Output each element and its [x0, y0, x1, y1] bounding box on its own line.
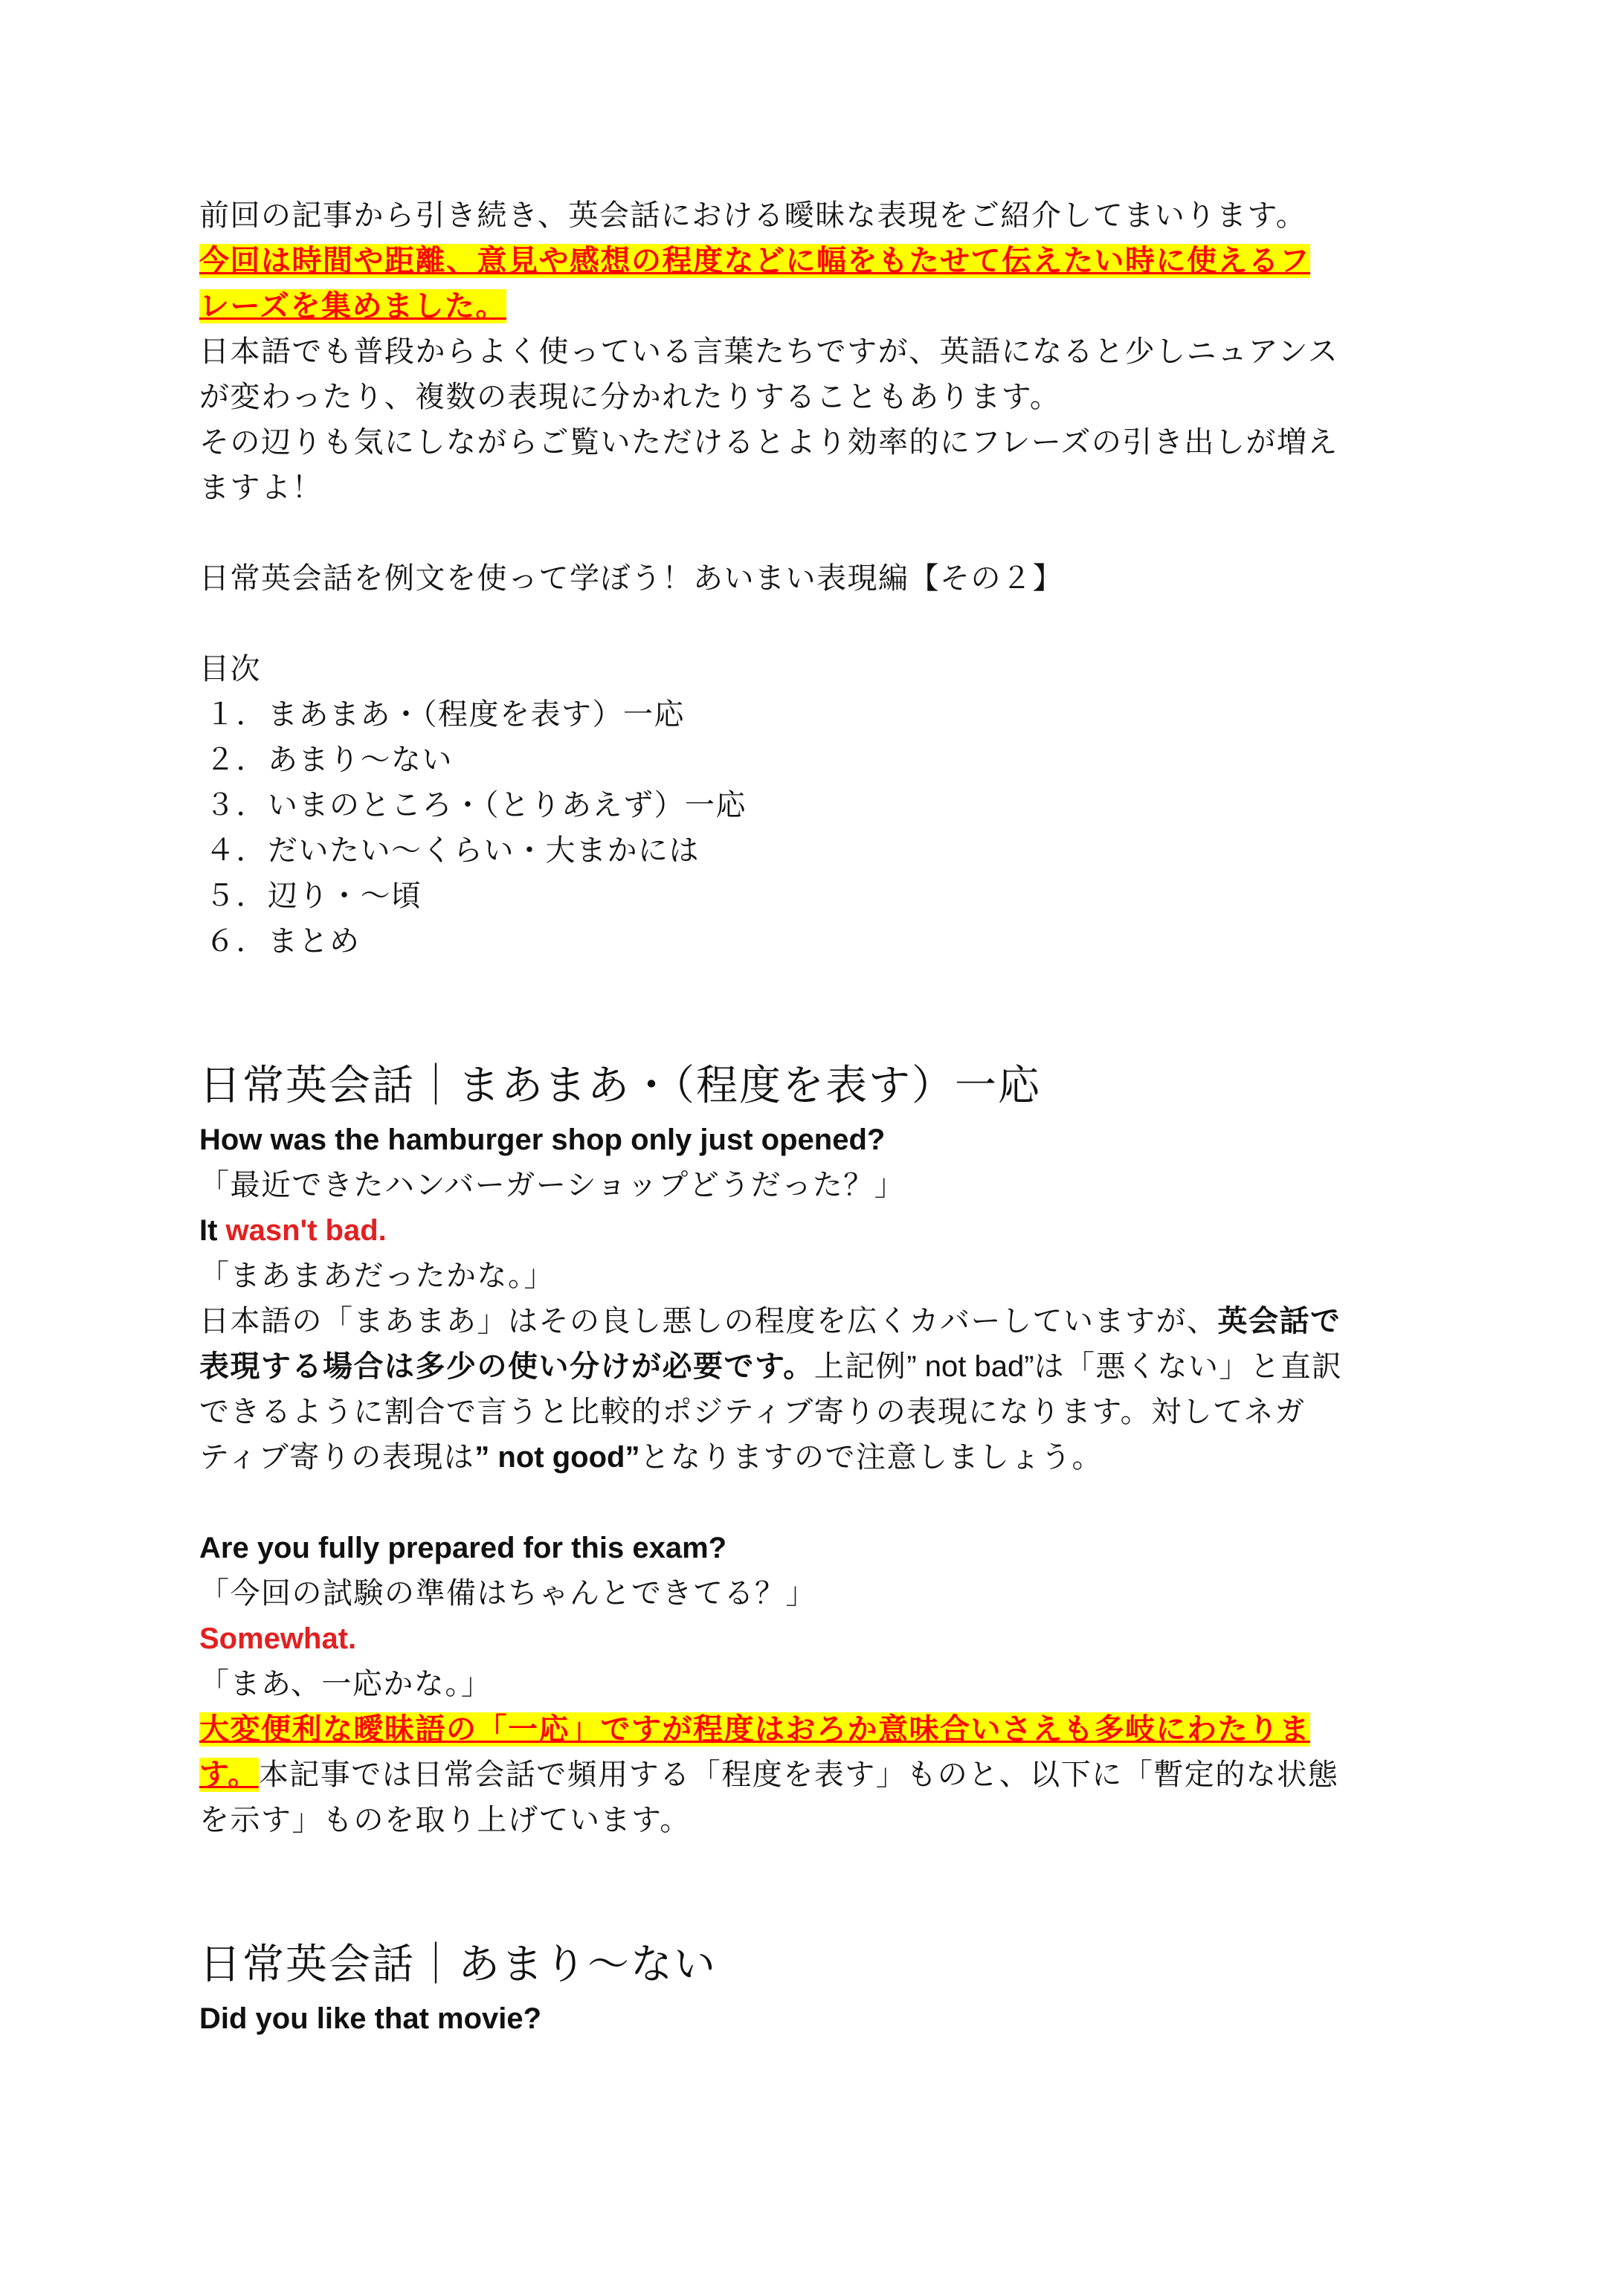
explanation-line-1	[199, 1299, 1449, 1344]
toc-heading: 目次	[199, 652, 261, 686]
answer-key-phrase: Somewhat.	[199, 1622, 357, 1655]
english-term: ” not bad”	[906, 1350, 1034, 1383]
explanation-line-4	[199, 1435, 1449, 1480]
toc-label: いまのところ・（とりあえず）一応	[268, 788, 747, 822]
document-page	[199, 193, 1449, 2042]
explanation-line-3: できるように割合で言うと比較的ポジティブ寄りの表現になります。対してネガ	[199, 1395, 1306, 1429]
toc-item-6[interactable]	[199, 919, 1449, 964]
example-answer-ja: 「まあ、一応かな。」	[199, 1667, 492, 1701]
toc-item-1[interactable]	[199, 692, 1449, 738]
spacer	[199, 964, 1449, 1055]
toc-label: あまり～ない	[268, 743, 453, 777]
section-1	[199, 1055, 1449, 1843]
highlight-text: レーズを集めました。	[199, 289, 506, 323]
english-term: ” not good”	[474, 1441, 640, 1474]
intro-block	[199, 193, 1449, 511]
section-heading: 日常英会話｜まあまあ・（程度を表す）一応	[199, 1062, 1041, 1110]
intro-line-3: 日本語でも普段からよく使っている言葉たちですが、英語になると少しニュアンス	[199, 335, 1339, 369]
explanation-line-2	[199, 1344, 1449, 1390]
example-question-en: How was the hamburger shop only just opened?	[199, 1123, 886, 1156]
highlight-text: す。	[199, 1758, 259, 1792]
explanation-text: ティブ寄りの表現は	[199, 1440, 475, 1474]
example-answer-ja: 「まあまあだったかな。」	[199, 1259, 555, 1293]
toc-number: ２．	[205, 743, 267, 777]
toc-item-3[interactable]	[199, 783, 1449, 828]
spacer	[199, 511, 1449, 556]
answer-prefix: It	[199, 1214, 226, 1247]
toc-label: だいたい～くらい・大まかには	[268, 833, 700, 868]
explanation-text: は「悪くない」と直訳	[1034, 1349, 1343, 1384]
toc-number: ３．	[205, 788, 267, 822]
toc-number: ５．	[205, 879, 267, 913]
toc-number: ４．	[205, 833, 267, 868]
example-question-ja: 「今回の試験の準備はちゃんとできてる？」	[199, 1576, 816, 1610]
section-heading: 日常英会話｜あまり～ない	[199, 1941, 717, 1989]
example-question-en: Are you fully prepared for this exam?	[199, 1532, 727, 1564]
toc-item-5[interactable]	[199, 874, 1449, 919]
toc-number: １．	[205, 697, 267, 732]
answer-key-phrase: wasn't bad.	[225, 1214, 387, 1247]
toc-number: ６．	[205, 924, 267, 958]
intro-highlight-line-1	[199, 239, 1449, 284]
explanation-line-last: を示す」ものを取り上げています。	[199, 1803, 691, 1837]
example-question-ja: 「最近できたハンバーガーショップどうだった？」	[199, 1168, 906, 1202]
section-2	[199, 1934, 1449, 2042]
intro-highlight-line-2	[199, 284, 1449, 329]
spacer	[199, 1480, 1449, 1526]
explanation-emphasis: 英会話で	[1217, 1304, 1341, 1338]
example-question-en: Did you like that movie?	[199, 2002, 542, 2035]
toc-label: 辺り・～頃	[268, 879, 422, 913]
highlight-line-2	[199, 1752, 1449, 1798]
example-answer-en	[199, 1208, 1449, 1254]
explanation-text: となりますので注意しましょう。	[639, 1440, 1103, 1474]
highlight-text: 大変便利な曖昧語の「一応」ですが程度はおろか意味合いさえも多岐にわたりま	[199, 1712, 1310, 1747]
toc-item-4[interactable]	[199, 828, 1449, 874]
explanation-text: 上記例	[813, 1349, 907, 1384]
spacer	[199, 602, 1449, 647]
article-title: 日常英会話を例文を使って学ぼう！あいまい表現編【その２】	[199, 561, 1063, 596]
explanation-text: 日本語の「まあまあ」はその良し悪しの程度を広くカバーしていますが、	[199, 1304, 1218, 1338]
explanation-emphasis: 表現する場合は多少の使い分けが必要です。	[199, 1349, 814, 1384]
toc-label: まあまあ・（程度を表す）一応	[268, 697, 685, 732]
explanation-text: 本記事では日常会話で頻用する「程度を表す」ものと、以下に「暫定的な状態	[258, 1758, 1339, 1792]
toc-label: まとめ	[268, 924, 361, 958]
toc-item-2[interactable]	[199, 738, 1449, 783]
intro-line-4: が変わったり、複数の表現に分かれたりすることもあります。	[199, 380, 1061, 414]
highlight-text: 今回は時間や距離、意見や感想の程度などに幅をもたせて伝えたい時に使えるフ	[199, 244, 1310, 278]
intro-line-5: その辺りも気にしながらご覧いただけるとより効率的にフレーズの引き出しが増え	[199, 425, 1338, 459]
highlight-line-1	[199, 1707, 1449, 1752]
intro-line-1: 前回の記事から引き続き、英会話における曖昧な表現をご紹介してまいります。	[199, 199, 1307, 233]
table-of-contents	[199, 647, 1449, 964]
spacer	[199, 1843, 1449, 1934]
intro-line-6: ますよ！	[199, 471, 323, 505]
example-answer-en	[199, 1616, 1449, 1662]
